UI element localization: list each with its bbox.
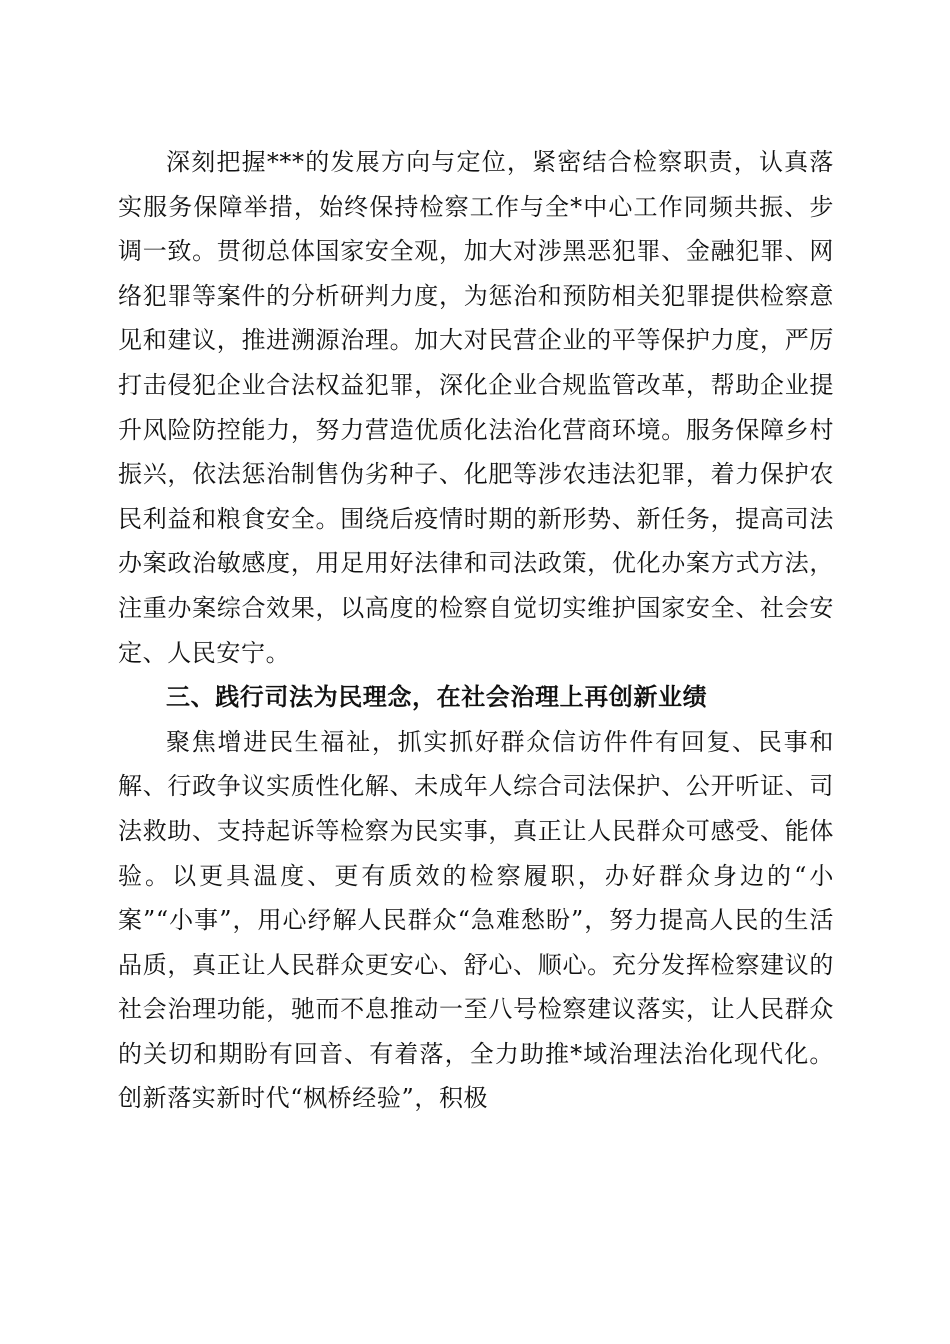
body-paragraph-2: 聚焦增进民生福祉，抓实抓好群众信访件件有回复、民事和解、行政争议实质性化解、未成年人综合司法保护、公开听证、司法救助、支持起诉等检察为民实事，真正让人民群众可感受、能体验。以更具温度、更有质效的检察履职，办好群众身边的“小案”“小事”，用心纾解人民群众“急难愁盼”，努力提高人民的生活品质，真正让人民群众更安心、舒心、顺心。充分发挥检察建议的社会治理功能，驰而不息推动一至八号检察建议落实，让人民群众的关切和期盼有回音、有着落，全力助推*域治理法治化现代化。创新落实新时代“枫桥经验”，积极 <box>118 727 834 1113</box>
document-body <box>118 140 834 1121</box>
body-paragraph-1: 深刻把握***的发展方向与定位，紧密结合检察职责，认真落实服务保障举措，始终保持检察工作与全*中心工作同频共振、步调一致。贯彻总体国家安全观，加大对涉黑恶犯罪、金融犯罪、网络犯罪等案件的分析研判力度，为惩治和预防相关犯罪提供检察意见和建议，推进溯源治理。加大对民营企业的平等保护力度，严厉打击侵犯企业合法权益犯罪，深化企业合规监管改革，帮助企业提升风险防控能力，努力营造优质化法治化营商环境。服务保障乡村振兴，依法惩治制售伪劣种子、化肥等涉农违法犯罪，着力保护农民利益和粮食安全。围绕后疫情时期的新形势、新任务，提高司法办案政治敏感度，用足用好法律和司法政策，优化办案方式方法，注重办案综合效果，以高度的检察自觉切实维护国家安全、社会安定、人民安宁。 <box>118 148 834 667</box>
section-heading-3: 三、践行司法为民理念，在社会治理上再创新业绩 <box>166 683 708 712</box>
